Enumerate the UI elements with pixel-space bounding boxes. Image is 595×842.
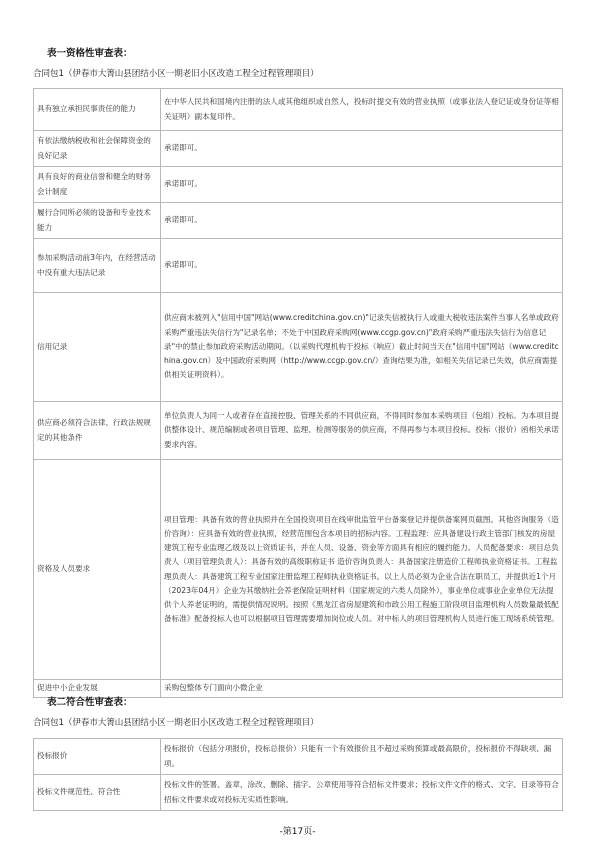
requirement-cell: 投标文件的签署、盖章、涂改、删除、插字、公章使用等符合招标文件要求；投标文件文件的格式、文字、目录等符合招标文件要求或对投标无实质性影响。 xyxy=(161,775,563,811)
requirement-cell: 承诺即可。 xyxy=(161,239,563,293)
requirement-cell: 承诺即可。 xyxy=(161,131,563,167)
table1-heading: 表一资格性审查表： xyxy=(47,48,133,59)
criterion-cell: 投标报价 xyxy=(34,739,161,775)
table-row xyxy=(34,89,563,131)
table1-contract-label: 合同包1（伊春市大箐山县团结小区一期老旧小区改造工程全过程管理项目） xyxy=(33,69,319,79)
criterion-cell: 有依法缴纳税收和社会保障资金的良好记录 xyxy=(34,131,161,167)
criterion-cell: 具有良好的商业信誉和健全的财务会计制度 xyxy=(34,167,161,203)
table2-heading: 表二符合性审查表： xyxy=(47,697,133,708)
table-row xyxy=(34,203,563,239)
criterion-cell: 履行合同所必须的设备和专业技术能力 xyxy=(34,203,161,239)
table-row xyxy=(34,167,563,203)
table-row xyxy=(34,293,563,402)
requirement-cell: 承诺即可。 xyxy=(161,203,563,239)
qualification-review-table xyxy=(33,88,563,698)
requirement-cell: 投标报价（包括分项报价，投标总报价）只能有一个有效报价且不超过采购预算或最高限价，投标报价不得缺项、漏项。 xyxy=(161,739,563,775)
requirement-cell: 项目管理：具备有效的营业执照并在全国投资项目在线审批监管平台备案登记并提供备案网页截图。其他咨询服务（造价咨询）：应具备有效的营业执照，经营范围包含本项目的招标内容。工程监理：应具备建设行政主管部门核发的房屋建筑工程专业监理乙级及以上资质证书，并在人员、设备、资金等方面具有相应的履约能力。人员配备要求：项目总负责人（项目管理负责人）：具备有效的高级职称证书 造价咨询负责人：具备国家注册造价工程师执业资格证书。工程监理负责人：具备建筑工程专业国家注册监理工程师执业资格证书。以上人员必须为企业合法在职员工，并提供近1个月（2023年04月）企业为其缴纳社会养老保险证明材料（国家规定的六类人员除外），事业单位或事业企业单位无法提供个人养老证明的，需提供情况说明。按照《黑龙江省房屋建筑和市政公用工程施工阶段项目监理机构人员数量最低配备标准》配备投标人也可以根据项目管理需要增加岗位或人员。对中标人的项目管理机构人员进行施工现场系统管理。 xyxy=(161,460,563,680)
table-row xyxy=(34,739,563,775)
criterion-cell: 参加采购活动前3年内，在经营活动中没有重大违法记录 xyxy=(34,239,161,293)
table-row xyxy=(34,460,563,680)
page-number: -第17页- xyxy=(279,827,316,837)
requirement-cell: 供应商未被列入"信用中国"网站(www.creditchina.gov.cn)"记录失信被执行人或重大税收违法案件当事人名单或政府采购严重违法失信行为"记录名单；不处于中国政府采购网(www.ccgp.gov.cn)"政府采购严重违法失信行为信息记录"中的禁止参加政府采购活动期间。（以采购代理机构于投标（响应）截止时间当天在"信用中国"网站（www.creditchina.gov.cn）及中国政府采购网（http://www.ccgp.gov.cn/）查询结果为准，如相关失信记录已失效，供应商需提供相关证明资料）。 xyxy=(161,293,563,402)
conformity-review-table xyxy=(33,738,563,811)
table-row xyxy=(34,239,563,293)
criterion-cell: 信用记录 xyxy=(34,293,161,402)
table2-contract-label: 合同包1（伊春市大箐山县团结小区一期老旧小区改造工程全过程管理项目） xyxy=(33,718,319,728)
table-row xyxy=(34,131,563,167)
table-row xyxy=(34,775,563,811)
requirement-cell: 承诺即可。 xyxy=(161,167,563,203)
table-row xyxy=(34,680,563,698)
criterion-cell: 供应商必须符合法律、行政法规规定的其他条件 xyxy=(34,402,161,460)
table-row xyxy=(34,402,563,460)
criterion-cell: 具有独立承担民事责任的能力 xyxy=(34,89,161,131)
criterion-cell: 投标文件规范性、符合性 xyxy=(34,775,161,811)
criterion-cell: 促进中小企业发展 xyxy=(34,680,161,698)
requirement-cell: 在中华人民共和国境内注册的法人或其他组织或自然人，投标时提交有效的营业执照（或事业法人登记证或身份证等相关证明）副本复印件。 xyxy=(161,89,563,131)
criterion-cell: 资格及人员要求 xyxy=(34,460,161,680)
requirement-cell: 采购包整体专门面向小微企业 xyxy=(161,680,563,698)
requirement-cell: 单位负责人为同一人或者存在直接控股、管理关系的不同供应商，不得同时参加本采购项目（包组）投标。为本项目提供整体设计、规范编制或者项目管理、监理、检测等服务的供应商，不得再参与本项目投标。投标（报价）函相关承诺要求内容。 xyxy=(161,402,563,460)
